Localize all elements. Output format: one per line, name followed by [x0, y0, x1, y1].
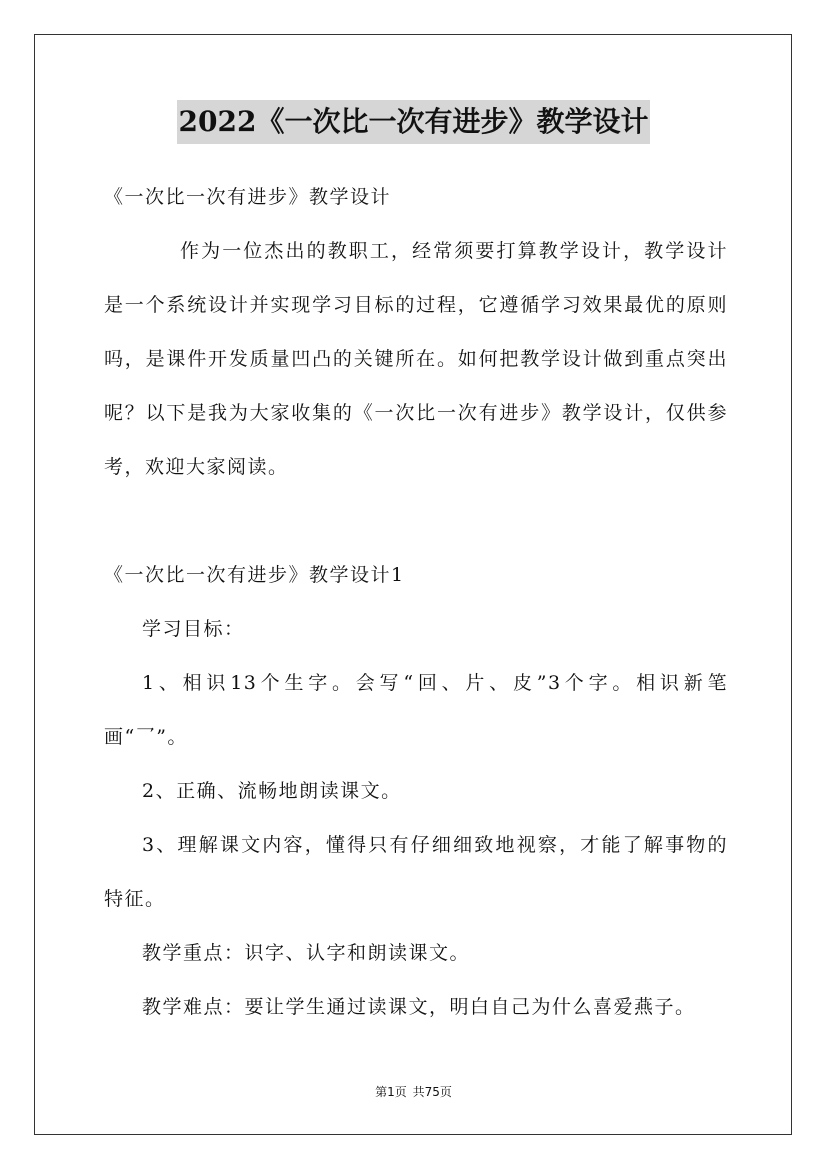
document-body	[104, 170, 728, 1034]
paragraph-gap	[104, 494, 728, 548]
title-wrap	[0, 100, 827, 144]
page-footer	[0, 1083, 827, 1100]
document-subtitle: 《一次比一次有进步》教学设计	[104, 186, 392, 208]
page-total: 共75页	[412, 1085, 452, 1099]
page-number: 第1页	[375, 1085, 407, 1099]
objectives-label: 学习目标：	[142, 618, 245, 640]
document-title: 2022《一次比一次有进步》教学设计	[177, 100, 651, 144]
section-heading: 《一次比一次有进步》教学设计1	[104, 564, 405, 586]
objective-item-1: 1、相识13个生字。会写“回、片、皮”3个字。相识新笔画“乛”。	[104, 672, 728, 748]
intro-paragraph: 作为一位杰出的教职工，经常须要打算教学设计，教学设计是一个系统设计并实现学习目标的过程，它遵循学习效果最优的原则吗，是课件开发质量凹凸的关键所在。如何把教学设计做到重点突出呢？以下是我为大家收集的《一次比一次有进步》教学设计，仅供参考，欢迎大家阅读。	[104, 240, 728, 478]
teaching-difficulty: 教学难点：要让学生通过读课文，明白自己为什么喜爱燕子。	[142, 996, 696, 1018]
teaching-key-point: 教学重点：识字、认字和朗读课文。	[142, 942, 471, 964]
objective-item-3: 3、理解课文内容，懂得只有仔细细致地视察，才能了解事物的特征。	[104, 834, 728, 910]
objective-item-2: 2、正确、流畅地朗读课文。	[142, 780, 402, 802]
